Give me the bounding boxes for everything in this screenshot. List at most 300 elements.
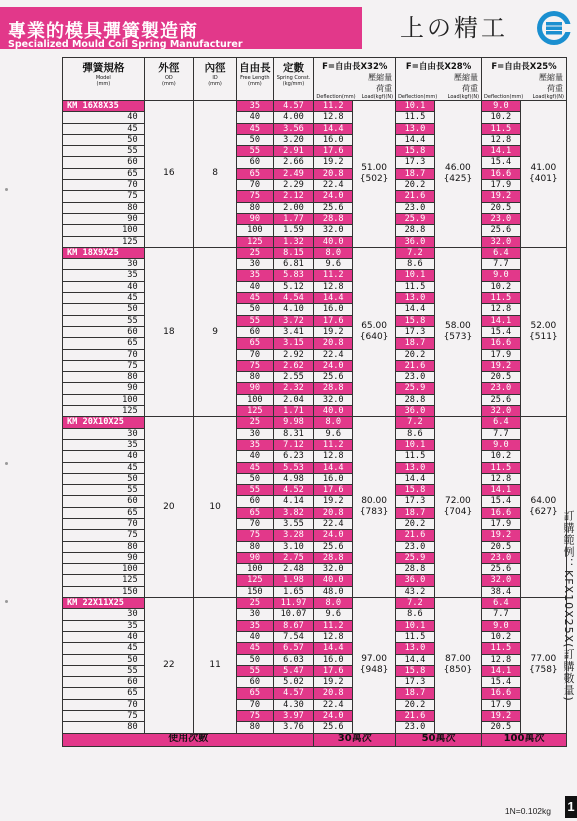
free-length-cell: 45 [237, 643, 274, 654]
model-length-cell: 90 [63, 383, 145, 394]
load-25-cell [520, 247, 566, 416]
deflection-32-cell: 14.4 [314, 643, 353, 654]
deflection-32-cell: 16.0 [314, 654, 353, 665]
table-row [63, 507, 567, 518]
model-length-cell: 50 [63, 654, 145, 665]
deflection-25-cell: 10.2 [482, 112, 521, 123]
table-row [63, 417, 567, 428]
free-length-cell: 65 [237, 507, 274, 518]
spring-const-cell: 6.23 [273, 451, 314, 462]
table-row [63, 586, 567, 597]
deflection-25-cell: 19.2 [482, 360, 521, 371]
model-length-cell: 65 [63, 507, 145, 518]
deflection-25-cell: 9.0 [482, 439, 521, 450]
spring-const-cell: 4.57 [273, 688, 314, 699]
deflection-32-cell: 48.0 [314, 586, 353, 597]
model-length-cell: 90 [63, 552, 145, 563]
model-length-cell: 55 [63, 315, 145, 326]
deflection-25-cell: 14.1 [482, 665, 521, 676]
spring-const-cell: 1.32 [273, 236, 314, 247]
load-32-kgf: 51.00 [361, 162, 387, 173]
free-length-cell: 50 [237, 473, 274, 484]
model-length-cell: 80 [63, 202, 145, 213]
deflection-25-cell: 16.6 [482, 688, 521, 699]
od-cell: 20 [144, 417, 193, 598]
spring-const-cell: 3.28 [273, 530, 314, 541]
deflection-28-cell: 43.2 [396, 586, 435, 597]
deflection-25-cell: 19.2 [482, 530, 521, 541]
spring-const-cell: 2.75 [273, 552, 314, 563]
model-length-cell: 30 [63, 428, 145, 439]
load-32-cell [353, 417, 396, 598]
table-row [63, 134, 567, 145]
free-length-cell: 55 [237, 146, 274, 157]
table-row [63, 552, 567, 563]
table-row [63, 631, 567, 642]
table-row [63, 168, 567, 179]
deflection-25-cell: 6.4 [482, 247, 521, 258]
deflection-25-cell: 25.6 [482, 564, 521, 575]
deflection-32-cell: 8.0 [314, 417, 353, 428]
deflection-32-cell: 22.4 [314, 518, 353, 529]
free-length-cell: 30 [237, 428, 274, 439]
deflection-28-cell: 13.0 [396, 643, 435, 654]
spring-const-cell: 3.82 [273, 507, 314, 518]
deflection-32-cell: 19.2 [314, 157, 353, 168]
spring-const-cell: 1.65 [273, 586, 314, 597]
table-row [63, 191, 567, 202]
load-25-n: {758} [529, 665, 558, 676]
spring-const-cell: 6.03 [273, 654, 314, 665]
model-length-cell: 70 [63, 699, 145, 710]
deflection-32-cell: 24.0 [314, 360, 353, 371]
header-model: 彈簧規格 Model (mm) [63, 58, 145, 101]
unit-footnote: 1N=0.102kg [504, 806, 551, 816]
free-length-cell: 60 [237, 157, 274, 168]
free-length-cell: 55 [237, 665, 274, 676]
model-cell: KM 16X8X35 [63, 101, 145, 112]
model-length-cell: 40 [63, 112, 145, 123]
od-cell: 16 [144, 101, 193, 248]
load-28-kgf: 72.00 [445, 496, 471, 507]
deflection-25-cell: 23.0 [482, 383, 521, 394]
deflection-32-cell: 11.2 [314, 439, 353, 450]
model-length-cell: 70 [63, 180, 145, 191]
deflection-25-cell: 25.6 [482, 394, 521, 405]
deflection-32-cell: 28.8 [314, 552, 353, 563]
model-length-cell: 50 [63, 473, 145, 484]
spring-const-cell: 7.54 [273, 631, 314, 642]
free-length-cell: 55 [237, 485, 274, 496]
model-length-cell: 60 [63, 326, 145, 337]
deflection-25-cell: 10.2 [482, 281, 521, 292]
header-od: 外徑 OD (mm) [144, 58, 193, 101]
model-length-cell: 80 [63, 722, 145, 733]
deflection-32-cell: 14.4 [314, 123, 353, 134]
free-length-cell: 25 [237, 598, 274, 609]
deflection-25-cell: 19.2 [482, 191, 521, 202]
deflection-28-cell: 8.6 [396, 259, 435, 270]
model-length-cell: 30 [63, 609, 145, 620]
deflection-32-cell: 16.0 [314, 473, 353, 484]
deflection-32-cell: 25.6 [314, 722, 353, 733]
spring-const-cell: 1.59 [273, 225, 314, 236]
free-length-cell: 30 [237, 609, 274, 620]
free-length-cell: 40 [237, 631, 274, 642]
model-length-cell: 55 [63, 485, 145, 496]
deflection-25-cell: 11.5 [482, 293, 521, 304]
free-length-cell: 100 [237, 225, 274, 236]
model-length-cell: 35 [63, 270, 145, 281]
company-title-zh: 專業的模具彈簧製造商 [8, 21, 198, 42]
page-number: 1 [565, 796, 577, 818]
spring-const-cell: 8.31 [273, 428, 314, 439]
spring-const-cell: 8.15 [273, 247, 314, 258]
model-length-cell: 45 [63, 643, 145, 654]
table-row [63, 541, 567, 552]
free-length-cell: 100 [237, 564, 274, 575]
deflection-25-cell: 15.4 [482, 157, 521, 168]
deflection-28-cell: 18.7 [396, 507, 435, 518]
table-row [63, 326, 567, 337]
table-row [63, 530, 567, 541]
spring-const-cell: 7.12 [273, 439, 314, 450]
deflection-25-cell: 16.6 [482, 507, 521, 518]
spring-spec-table [62, 57, 567, 747]
deflection-28-cell: 14.4 [396, 134, 435, 145]
free-length-cell: 80 [237, 372, 274, 383]
load-32-kgf: 65.00 [361, 321, 387, 332]
free-length-cell: 70 [237, 349, 274, 360]
table-row [63, 225, 567, 236]
table-row [63, 620, 567, 631]
model-length-cell: 75 [63, 711, 145, 722]
deflection-28-cell: 17.3 [396, 157, 435, 168]
deflection-32-cell: 11.2 [314, 270, 353, 281]
model-length-cell: 45 [63, 462, 145, 473]
free-length-cell: 45 [237, 293, 274, 304]
deflection-25-cell: 7.7 [482, 609, 521, 620]
load-25-kgf: 77.00 [530, 654, 557, 665]
free-length-cell: 25 [237, 247, 274, 258]
spring-const-cell: 1.71 [273, 406, 314, 417]
deflection-28-cell: 25.9 [396, 213, 435, 224]
deflection-32-cell: 20.8 [314, 507, 353, 518]
model-length-cell: 70 [63, 349, 145, 360]
load-32-kgf: 80.00 [361, 496, 387, 507]
deflection-28-cell: 10.1 [396, 101, 435, 112]
deflection-25-cell: 12.8 [482, 654, 521, 665]
table-row [63, 677, 567, 688]
model-length-cell: 45 [63, 293, 145, 304]
spring-const-cell: 3.76 [273, 722, 314, 733]
deflection-32-cell: 19.2 [314, 496, 353, 507]
deflection-32-cell: 40.0 [314, 575, 353, 586]
deflection-28-cell: 10.1 [396, 439, 435, 450]
deflection-32-cell: 32.0 [314, 225, 353, 236]
binder-hole [5, 600, 8, 603]
deflection-32-cell: 40.0 [314, 236, 353, 247]
spring-const-cell: 3.56 [273, 123, 314, 134]
brand-logo-icon [536, 10, 572, 46]
load-25-n: {401} [529, 173, 558, 184]
table-row [63, 180, 567, 191]
free-length-cell: 50 [237, 304, 274, 315]
spring-const-cell: 4.57 [273, 101, 314, 112]
deflection-32-cell: 8.0 [314, 247, 353, 258]
load-32-n: {640} [359, 332, 389, 343]
deflection-28-cell: 28.8 [396, 394, 435, 405]
id-cell: 10 [194, 417, 237, 598]
deflection-28-cell: 11.5 [396, 281, 435, 292]
deflection-28-cell: 8.6 [396, 609, 435, 620]
deflection-28-cell: 18.7 [396, 338, 435, 349]
free-length-cell: 150 [237, 586, 274, 597]
deflection-32-cell: 22.4 [314, 180, 353, 191]
id-cell: 9 [194, 247, 237, 416]
deflection-28-cell: 36.0 [396, 406, 435, 417]
header-group-28: F=自由長X28% 壓縮量 荷重 Deflection(mm) Load(kgf)(N) [396, 58, 482, 101]
table-row [63, 654, 567, 665]
table-row [63, 202, 567, 213]
model-length-cell: 125 [63, 236, 145, 247]
deflection-28-cell: 18.7 [396, 168, 435, 179]
spring-const-cell: 5.12 [273, 281, 314, 292]
spring-const-cell: 9.98 [273, 417, 314, 428]
spring-const-cell: 3.97 [273, 711, 314, 722]
deflection-28-cell: 15.8 [396, 485, 435, 496]
table-row [63, 383, 567, 394]
model-length-cell: 70 [63, 518, 145, 529]
spring-const-cell: 4.10 [273, 304, 314, 315]
spring-const-cell: 3.72 [273, 315, 314, 326]
free-length-cell: 30 [237, 259, 274, 270]
spring-const-cell: 2.32 [273, 383, 314, 394]
load-28-n: {425} [443, 173, 473, 184]
deflection-32-cell: 25.6 [314, 202, 353, 213]
spring-const-cell: 4.98 [273, 473, 314, 484]
deflection-28-cell: 23.0 [396, 722, 435, 733]
deflection-25-cell: 32.0 [482, 575, 521, 586]
free-length-cell: 80 [237, 202, 274, 213]
deflection-25-cell: 16.6 [482, 338, 521, 349]
deflection-25-cell: 20.5 [482, 372, 521, 383]
spring-const-cell: 3.55 [273, 518, 314, 529]
free-length-cell: 35 [237, 101, 274, 112]
deflection-28-cell: 11.5 [396, 451, 435, 462]
spring-const-cell: 2.66 [273, 157, 314, 168]
free-length-cell: 60 [237, 326, 274, 337]
table-row [63, 213, 567, 224]
spring-const-cell: 4.00 [273, 112, 314, 123]
table-row [63, 123, 567, 134]
spring-const-cell: 5.53 [273, 462, 314, 473]
load-28-n: {573} [443, 332, 473, 343]
model-length-cell: 30 [63, 259, 145, 270]
free-length-cell: 75 [237, 530, 274, 541]
deflection-28-cell: 18.7 [396, 688, 435, 699]
model-length-cell: 35 [63, 439, 145, 450]
table-row [63, 360, 567, 371]
model-length-cell: 50 [63, 304, 145, 315]
model-cell: KM 18X9X25 [63, 247, 145, 258]
model-length-cell: 45 [63, 123, 145, 134]
header-group-32: F=自由長X32% 壓縮量 荷重 Deflection(mm) Load(kgf)(N) [314, 58, 396, 101]
load-28-n: {850} [443, 665, 473, 676]
deflection-28-cell: 13.0 [396, 123, 435, 134]
table-row [63, 406, 567, 417]
deflection-32-cell: 11.2 [314, 620, 353, 631]
deflection-28-cell: 23.0 [396, 541, 435, 552]
deflection-32-cell: 25.6 [314, 372, 353, 383]
free-length-cell: 50 [237, 134, 274, 145]
deflection-32-cell: 9.6 [314, 609, 353, 620]
load-25-n: {627} [529, 507, 558, 518]
model-length-cell: 65 [63, 688, 145, 699]
free-length-cell: 35 [237, 620, 274, 631]
free-length-cell: 80 [237, 722, 274, 733]
deflection-32-cell: 16.0 [314, 134, 353, 145]
header-free-length: 自由長 Free Length (mm) [237, 58, 274, 101]
deflection-25-cell: 20.5 [482, 202, 521, 213]
spring-const-cell: 2.55 [273, 372, 314, 383]
deflection-32-cell: 17.6 [314, 665, 353, 676]
free-length-cell: 70 [237, 180, 274, 191]
id-cell: 11 [194, 598, 237, 734]
model-length-cell: 60 [63, 496, 145, 507]
usage-label: 使用次數 [63, 733, 314, 746]
model-length-cell: 65 [63, 338, 145, 349]
deflection-28-cell: 17.3 [396, 677, 435, 688]
deflection-25-cell: 17.9 [482, 518, 521, 529]
spring-const-cell: 5.02 [273, 677, 314, 688]
table-row [63, 665, 567, 676]
spring-const-cell: 4.30 [273, 699, 314, 710]
model-length-cell: 100 [63, 394, 145, 405]
model-length-cell: 90 [63, 213, 145, 224]
deflection-25-cell: 25.6 [482, 225, 521, 236]
spring-const-cell: 1.77 [273, 213, 314, 224]
spring-const-cell: 1.98 [273, 575, 314, 586]
deflection-32-cell: 17.6 [314, 485, 353, 496]
load-28-cell [434, 598, 481, 734]
table-row [63, 146, 567, 157]
deflection-28-cell: 20.2 [396, 349, 435, 360]
table-row [63, 473, 567, 484]
load-32-cell [353, 101, 396, 248]
deflection-25-cell: 15.4 [482, 677, 521, 688]
table-row [63, 564, 567, 575]
free-length-cell: 75 [237, 191, 274, 202]
deflection-28-cell: 8.6 [396, 428, 435, 439]
free-length-cell: 40 [237, 281, 274, 292]
free-length-cell: 65 [237, 688, 274, 699]
load-25-kgf: 52.00 [530, 321, 557, 332]
spring-const-cell: 2.04 [273, 394, 314, 405]
spring-const-cell: 2.92 [273, 349, 314, 360]
spring-const-cell: 2.48 [273, 564, 314, 575]
deflection-32-cell: 19.2 [314, 677, 353, 688]
deflection-32-cell: 12.8 [314, 451, 353, 462]
model-length-cell: 60 [63, 157, 145, 168]
header-id: 內徑 ID (mm) [194, 58, 237, 101]
free-length-cell: 40 [237, 112, 274, 123]
model-length-cell: 40 [63, 631, 145, 642]
deflection-28-cell: 7.2 [396, 247, 435, 258]
deflection-28-cell: 13.0 [396, 293, 435, 304]
deflection-25-cell: 17.9 [482, 180, 521, 191]
binder-hole [5, 188, 8, 191]
free-length-cell: 35 [237, 439, 274, 450]
deflection-25-cell: 16.6 [482, 168, 521, 179]
free-length-cell: 45 [237, 123, 274, 134]
free-length-cell: 45 [237, 462, 274, 473]
table-row [63, 451, 567, 462]
free-length-cell: 35 [237, 270, 274, 281]
deflection-28-cell: 15.8 [396, 315, 435, 326]
deflection-32-cell: 24.0 [314, 191, 353, 202]
deflection-32-cell: 19.2 [314, 326, 353, 337]
spring-const-cell: 11.97 [273, 598, 314, 609]
free-length-cell: 25 [237, 417, 274, 428]
deflection-25-cell: 12.8 [482, 134, 521, 145]
spring-const-cell: 2.00 [273, 202, 314, 213]
table-row [63, 518, 567, 529]
od-cell: 18 [144, 247, 193, 416]
free-length-cell: 125 [237, 575, 274, 586]
deflection-28-cell: 36.0 [396, 236, 435, 247]
deflection-28-cell: 20.2 [396, 518, 435, 529]
table-row [63, 462, 567, 473]
model-length-cell: 75 [63, 360, 145, 371]
free-length-cell: 90 [237, 552, 274, 563]
table-row [63, 270, 567, 281]
deflection-28-cell: 21.6 [396, 360, 435, 371]
table-row [63, 609, 567, 620]
deflection-32-cell: 20.8 [314, 338, 353, 349]
deflection-32-cell: 11.2 [314, 101, 353, 112]
deflection-32-cell: 12.8 [314, 112, 353, 123]
table-row [63, 496, 567, 507]
spring-const-cell: 2.49 [273, 168, 314, 179]
deflection-28-cell: 10.1 [396, 270, 435, 281]
table-row [63, 428, 567, 439]
spring-const-cell: 3.20 [273, 134, 314, 145]
deflection-28-cell: 23.0 [396, 372, 435, 383]
header-spring-const: 定數 Spring Const. (kg/mm) [273, 58, 314, 101]
load-32-n: {502} [359, 173, 389, 184]
free-length-cell: 60 [237, 677, 274, 688]
deflection-32-cell: 14.4 [314, 462, 353, 473]
deflection-25-cell: 32.0 [482, 236, 521, 247]
deflection-28-cell: 23.0 [396, 202, 435, 213]
usage-25: 100萬次 [482, 733, 567, 746]
deflection-32-cell: 24.0 [314, 711, 353, 722]
model-length-cell: 35 [63, 620, 145, 631]
deflection-28-cell: 28.8 [396, 225, 435, 236]
model-length-cell: 55 [63, 665, 145, 676]
spring-const-cell: 6.81 [273, 259, 314, 270]
model-length-cell: 80 [63, 372, 145, 383]
free-length-cell: 125 [237, 236, 274, 247]
deflection-32-cell: 40.0 [314, 406, 353, 417]
table-row [63, 711, 567, 722]
model-cell: KM 20X10X25 [63, 417, 145, 428]
deflection-25-cell: 9.0 [482, 620, 521, 631]
spring-const-cell: 8.67 [273, 620, 314, 631]
model-length-cell: 40 [63, 451, 145, 462]
load-32-cell [353, 247, 396, 416]
